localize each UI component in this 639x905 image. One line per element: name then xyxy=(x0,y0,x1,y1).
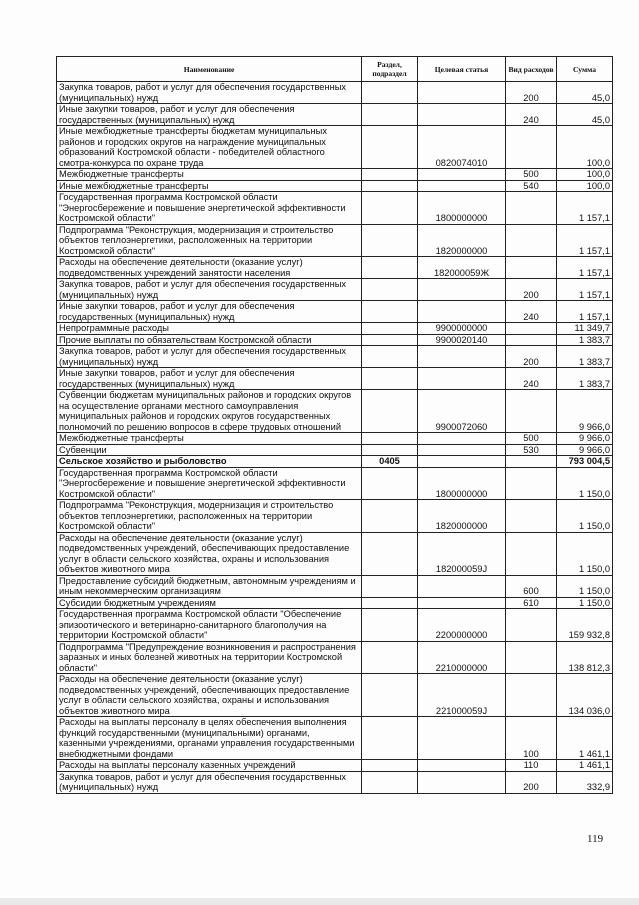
row-section xyxy=(362,104,418,126)
row-sum: 1 157,1 xyxy=(557,192,613,225)
row-expense-type xyxy=(506,467,557,500)
row-sum: 100,0 xyxy=(557,169,613,181)
row-sum: 1 461,1 xyxy=(557,717,613,760)
table-row xyxy=(57,334,613,346)
table-row xyxy=(57,323,613,335)
row-sum: 1 383,7 xyxy=(557,334,613,346)
row-expense-type: 200 xyxy=(506,82,557,104)
table-row xyxy=(57,104,613,126)
row-name: Иные межбюджетные трансферты бюджетам муниципальных районов и городских округов на награждение муниципальных образований Костромской области - победителей областного смотра-конкурса по охране труда xyxy=(57,126,362,169)
row-name: Иные закупки товаров, работ и услуг для обеспечения государственных (муниципальных) нужд xyxy=(57,368,362,390)
row-section xyxy=(362,575,418,597)
row-target-code xyxy=(418,456,506,468)
row-sum: 1 383,7 xyxy=(557,368,613,390)
row-expense-type xyxy=(506,334,557,346)
row-name: Межбюджетные трансферты xyxy=(57,169,362,181)
row-target-code: 1800000000 xyxy=(418,467,506,500)
row-sum: 1 150,0 xyxy=(557,597,613,609)
row-name: Иные межбюджетные трансферты xyxy=(57,180,362,192)
table-row xyxy=(57,82,613,104)
row-target-code: 0820074010 xyxy=(418,126,506,169)
row-expense-type: 240 xyxy=(506,368,557,390)
table-row xyxy=(57,467,613,500)
row-name: Закупка товаров, работ и услуг для обеспечения государственных (муниципальных) нужд xyxy=(57,346,362,368)
table-row xyxy=(57,368,613,390)
row-sum: 11 349,7 xyxy=(557,323,613,335)
table-row xyxy=(57,180,613,192)
row-section xyxy=(362,346,418,368)
page-number: 119 xyxy=(587,833,604,845)
row-name: Подпрограмма "Реконструкция, модернизация и строительство объектов теплоэнергетики, расположенных на территории Костромской области" xyxy=(57,224,362,257)
table-row xyxy=(57,456,613,468)
row-sum: 9 966,0 xyxy=(557,433,613,445)
row-name: Сельское хозяйство и рыболовство xyxy=(57,456,362,468)
row-name: Закупка товаров, работ и услуг для обеспечения государственных (муниципальных) нужд xyxy=(57,279,362,301)
row-target-code xyxy=(418,760,506,772)
table-row xyxy=(57,257,613,279)
row-expense-type xyxy=(506,609,557,642)
row-expense-type xyxy=(506,192,557,225)
row-sum: 100,0 xyxy=(557,180,613,192)
row-name: Закупка товаров, работ и услуг для обеспечения государственных (муниципальных) нужд xyxy=(57,771,362,793)
row-target-code xyxy=(418,82,506,104)
row-section xyxy=(362,301,418,323)
row-expense-type xyxy=(506,257,557,279)
table-row xyxy=(57,126,613,169)
row-sum: 1 461,1 xyxy=(557,760,613,772)
row-expense-type: 500 xyxy=(506,169,557,181)
row-expense-type xyxy=(506,674,557,717)
row-sum: 1 157,1 xyxy=(557,301,613,323)
row-expense-type xyxy=(506,641,557,674)
row-expense-type xyxy=(506,126,557,169)
table-row xyxy=(57,390,613,433)
header-name: Наименование xyxy=(57,57,362,82)
row-sum: 45,0 xyxy=(557,82,613,104)
row-section xyxy=(362,180,418,192)
row-section xyxy=(362,334,418,346)
row-expense-type: 110 xyxy=(506,760,557,772)
row-target-code xyxy=(418,279,506,301)
row-expense-type: 610 xyxy=(506,597,557,609)
table-row xyxy=(57,674,613,717)
row-name: Государственная программа Костромской области "Энергосбережение и повышение энергетической эффективности Костромской области" xyxy=(57,467,362,500)
row-target-code xyxy=(418,368,506,390)
row-sum: 159 932,8 xyxy=(557,609,613,642)
row-section xyxy=(362,323,418,335)
table-row xyxy=(57,641,613,674)
table-header xyxy=(57,57,613,82)
budget-table xyxy=(56,56,613,794)
table-body xyxy=(57,82,613,794)
row-section: 0405 xyxy=(362,456,418,468)
row-target-code: 9900000000 xyxy=(418,323,506,335)
header-sum: Сумма xyxy=(557,57,613,82)
row-sum: 138 812,3 xyxy=(557,641,613,674)
row-section xyxy=(362,532,418,575)
row-target-code xyxy=(418,346,506,368)
row-target-code: 221000059J xyxy=(418,674,506,717)
row-name: Расходы на выплаты персоналу в целях обеспечения выполнения функций государственными (муниципальными) органами, казенными учреждениями, органами управления государственными внебюджетными фондами xyxy=(57,717,362,760)
row-expense-type: 530 xyxy=(506,444,557,456)
row-expense-type: 240 xyxy=(506,301,557,323)
row-name: Государственная программа Костромской области "Энергосбережение и повышение энергетической эффективности Костромской области" xyxy=(57,192,362,225)
row-section xyxy=(362,597,418,609)
row-section xyxy=(362,390,418,433)
row-name: Расходы на обеспечение деятельности (оказание услуг) подведомственных учреждений, обеспечивающих предоставление услуг в области сельского хозяйства, охраны и использования объектов животного мира xyxy=(57,674,362,717)
row-section xyxy=(362,82,418,104)
row-sum: 1 150,0 xyxy=(557,575,613,597)
row-target-code: 2210000000 xyxy=(418,641,506,674)
bottom-bar xyxy=(0,898,639,905)
row-section xyxy=(362,433,418,445)
row-sum: 1 150,0 xyxy=(557,467,613,500)
row-target-code: 1820000000 xyxy=(418,224,506,257)
row-section xyxy=(362,279,418,301)
row-name: Прочие выплаты по обязательствам Костромской области xyxy=(57,334,362,346)
row-name: Государственная программа Костромской области "Обеспечение эпизоотического и ветеринарно-санитарного благополучия на территории Костромской области" xyxy=(57,609,362,642)
table-row xyxy=(57,444,613,456)
row-section xyxy=(362,224,418,257)
row-name: Закупка товаров, работ и услуг для обеспечения государственных (муниципальных) нужд xyxy=(57,82,362,104)
table-row xyxy=(57,279,613,301)
row-name: Расходы на обеспечение деятельности (оказание услуг) подведомственных учреждений занятости населения xyxy=(57,257,362,279)
row-sum: 45,0 xyxy=(557,104,613,126)
row-section xyxy=(362,641,418,674)
row-name: Субвенции xyxy=(57,444,362,456)
row-expense-type: 540 xyxy=(506,180,557,192)
row-section xyxy=(362,192,418,225)
row-section xyxy=(362,717,418,760)
row-name: Иные закупки товаров, работ и услуг для обеспечения государственных (муниципальных) нужд xyxy=(57,104,362,126)
table-row xyxy=(57,433,613,445)
table-row xyxy=(57,192,613,225)
row-sum: 793 004,5 xyxy=(557,456,613,468)
row-sum: 1 157,1 xyxy=(557,224,613,257)
row-expense-type xyxy=(506,456,557,468)
row-name: Расходы на обеспечение деятельности (оказание услуг) подведомственных учреждений, обеспечивающих предоставление услуг в области сельского хозяйства, охраны и использования объектов животного мира xyxy=(57,532,362,575)
row-name: Подпрограмма "Предупреждение возникновения и распространения заразных и иных болезней животных на территории Костромской области" xyxy=(57,641,362,674)
row-section xyxy=(362,368,418,390)
table-row xyxy=(57,771,613,793)
table-row xyxy=(57,500,613,533)
row-name: Непрограммные расходы xyxy=(57,323,362,335)
table-row xyxy=(57,301,613,323)
row-section xyxy=(362,257,418,279)
row-name: Межбюджетные трансферты xyxy=(57,433,362,445)
row-target-code xyxy=(418,717,506,760)
header-section: Раздел, подраздел xyxy=(362,57,418,82)
row-sum: 1 150,0 xyxy=(557,500,613,533)
row-section xyxy=(362,467,418,500)
row-expense-type xyxy=(506,323,557,335)
row-expense-type xyxy=(506,500,557,533)
table-row xyxy=(57,717,613,760)
row-sum: 134 036,0 xyxy=(557,674,613,717)
table-row xyxy=(57,224,613,257)
row-target-code: 9900072060 xyxy=(418,390,506,433)
row-sum: 1 157,1 xyxy=(557,257,613,279)
table-row xyxy=(57,575,613,597)
row-expense-type xyxy=(506,390,557,433)
row-target-code xyxy=(418,575,506,597)
row-target-code xyxy=(418,104,506,126)
row-section xyxy=(362,169,418,181)
row-target-code xyxy=(418,169,506,181)
row-expense-type: 200 xyxy=(506,346,557,368)
table-row xyxy=(57,346,613,368)
row-target-code xyxy=(418,771,506,793)
table-row xyxy=(57,597,613,609)
row-target-code xyxy=(418,301,506,323)
row-sum: 100,0 xyxy=(557,126,613,169)
table-row xyxy=(57,609,613,642)
row-target-code: 2200000000 xyxy=(418,609,506,642)
row-name: Иные закупки товаров, работ и услуг для обеспечения государственных (муниципальных) нужд xyxy=(57,301,362,323)
row-target-code: 182000059J xyxy=(418,532,506,575)
table-row xyxy=(57,760,613,772)
row-section xyxy=(362,126,418,169)
row-expense-type xyxy=(506,224,557,257)
row-name: Субвенции бюджетам муниципальных районов и городских округов на осуществление органами местного самоуправления муниципальных районов и городских округов государственных полномочий по решению вопросов в сфере трудовых отношений xyxy=(57,390,362,433)
row-sum: 1 150,0 xyxy=(557,532,613,575)
row-expense-type: 600 xyxy=(506,575,557,597)
row-expense-type: 240 xyxy=(506,104,557,126)
row-section xyxy=(362,444,418,456)
header-target-code: Целевая статья xyxy=(418,57,506,82)
row-name: Подпрограмма "Реконструкция, модернизация и строительство объектов теплоэнергетики, расположенных на территории Костромской области" xyxy=(57,500,362,533)
row-section xyxy=(362,674,418,717)
row-target-code xyxy=(418,597,506,609)
row-name: Предоставление субсидий бюджетным, автономным учреждениям и иным некоммерческим организациям xyxy=(57,575,362,597)
row-expense-type xyxy=(506,532,557,575)
row-section xyxy=(362,500,418,533)
row-section xyxy=(362,771,418,793)
row-target-code xyxy=(418,433,506,445)
table-row xyxy=(57,532,613,575)
row-sum: 1 157,1 xyxy=(557,279,613,301)
row-sum: 9 966,0 xyxy=(557,444,613,456)
row-expense-type: 200 xyxy=(506,279,557,301)
table-row xyxy=(57,169,613,181)
row-sum: 9 966,0 xyxy=(557,390,613,433)
row-sum: 332,9 xyxy=(557,771,613,793)
row-target-code: 1820000000 xyxy=(418,500,506,533)
row-section xyxy=(362,609,418,642)
row-target-code xyxy=(418,444,506,456)
row-name: Субсидии бюджетным учреждениям xyxy=(57,597,362,609)
row-section xyxy=(362,760,418,772)
row-sum: 1 383,7 xyxy=(557,346,613,368)
row-target-code: 182000059Ж xyxy=(418,257,506,279)
row-target-code: 1800000000 xyxy=(418,192,506,225)
row-expense-type: 500 xyxy=(506,433,557,445)
row-target-code: 9900020140 xyxy=(418,334,506,346)
row-expense-type: 200 xyxy=(506,771,557,793)
row-target-code xyxy=(418,180,506,192)
row-expense-type: 100 xyxy=(506,717,557,760)
row-name: Расходы на выплаты персоналу казенных учреждений xyxy=(57,760,362,772)
header-expense-type: Вид расходов xyxy=(506,57,557,82)
